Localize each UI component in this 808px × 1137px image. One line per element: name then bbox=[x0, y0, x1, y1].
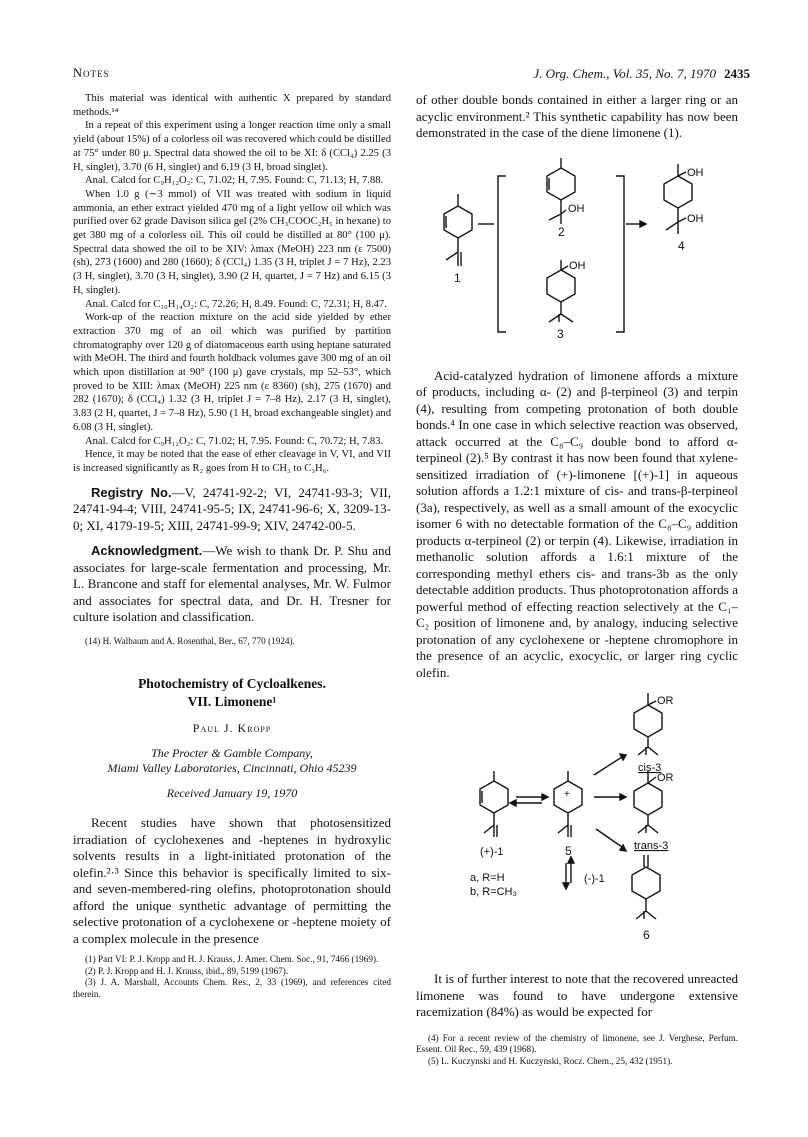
arrow-to-6 bbox=[596, 829, 622, 847]
oh-label: OH bbox=[568, 202, 585, 215]
label-3: 3 bbox=[557, 326, 564, 341]
left-column bbox=[73, 92, 391, 1000]
scheme-hydration bbox=[416, 154, 738, 354]
label-5: 5 bbox=[565, 844, 572, 858]
or-label: OR bbox=[657, 772, 674, 784]
body-paragraph: of other double bonds contained in either a larger ring or an acyclic environment.² This synthetic capability has now been demonstrated in the case of the diene limonene (1). bbox=[416, 92, 738, 140]
author: Paul J. Kropp bbox=[192, 721, 272, 736]
footnote-4: (4) For a recent review of the chemistry of limonene, see J. Verghese, Perfum. Essent. Oil Rec., 59, 439 (1968). bbox=[416, 1032, 738, 1054]
running-header-right bbox=[533, 66, 750, 82]
structure-plus-limonene bbox=[480, 771, 508, 858]
running-header-left: Notes bbox=[73, 66, 110, 80]
exp-paragraph: Work-up of the reaction mixture on the acid side yielded by ether extraction 370 mg of an oil which was purified by partition chromatography over 120 g of diatomaceous earth using heptane saturated with MeOH. The third and fourth holdback volumes gave 300 mg of an oil which upon distillation at 90° (100 μ) gave crystals, mp 52–53°, which proved to be XIII: λmax (MeOH) 225 nm (ε 8360) (sh), 275 (1670) and 282 (1670); δ (CCl₄) 1.32 (3 H, triplet J = 7–8 Hz), 2.17 (3 H, singlet), 3.83 (2 H, quartet, J = 7–8 Hz), 5.90 (1 H, broad exchangeable singlet) and 6.08 (3 H, singlet). bbox=[73, 312, 391, 433]
analysis-paragraph: Anal. Calcd for C₉H₁₂O₂: C, 71.02; H, 7.95. Found: C, 70.72; H, 7.83. bbox=[85, 435, 384, 447]
body-paragraph: Acid-catalyzed hydration of limonene affords a mixture of products, including α- (2) and β-terpineol (3) and terpin (4), resulting from competing protonation of both double bonds.⁴ In one case in which selective reaction was observed, attack occurred at the C₈–C₉ double bond to afford α-terpineol (2).⁵ By contrast it has now been found that xylene-sensitized irradiation of (+)-limonene [(+)-1] in aqueous solution affords a 1.2:1 mixture of cis- and trans-β-terpineol (3a), respectively, as well as a small amount of the exocyclic isomer 6 with no detectable formation of the C₈–C₉ addition products α-terpineol (2) or terpin (4). Likewise, irradiation in methanolic solution affords a 1.6:1 mixture of the corresponding methyl ethers cis- and trans-3b as the only detectable addition products. Thus photoprotonation affords a powerful method of effecting reaction selectively at the C₁–C₂ position of limonene and, by analogy, inducing selective protonation of any cyclohexene or -heptene chromophore in the presence of an acyclic, exocyclic, or larger ring cyclic olefin. bbox=[416, 367, 738, 680]
structure-beta-terpineol bbox=[547, 260, 586, 341]
plus-charge: + bbox=[564, 789, 570, 800]
oh-label: OH bbox=[687, 212, 704, 225]
intro-paragraph: Recent studies have shown that photosensitized irradiation of cyclohexenes and -heptenes in hydroxylic solvents results in a light-initiated protonation of the olefin.²·³ Since this behavior is specifically limited to six- and seven-membered-ring olefins, photoprotonation should afford the unique synthetic advantage of permitting the selective protonation of a cyclohexene or -heptene moiety of a complex molecule in the presence bbox=[73, 815, 391, 946]
journal-citation: J. Org. Chem., Vol. 35, No. 7, 1970 bbox=[533, 66, 716, 81]
article-subtitle: VII. Limonene¹ bbox=[187, 694, 277, 710]
article-header bbox=[73, 675, 391, 801]
exp-paragraph: When 1.0 g (∼3 mmol) of VII was treated with sodium in liquid ammonia, an ether extract yielded 470 mg of a light yellow oil which was purified over 62 grade Davison silica gel (2% CH₃COOC₂H₅ in hexane) to get 380 mg of a colorless oil. This oil could be distilled at 80° (100 μ). Spectral data showed the oil to be XIV: λmax (MeOH) 223 nm (ε 7500) (sh), 273 (1600) and 280 (1660); δ (CCl₄) 1.35 (3 H, triplet J = 7 Hz), 2.23 (3 H, singlet), 3.70 (3 H, singlet), 3.90 (2 H, quartet, J = 7 Hz) and 6.15 (3 H, singlet). bbox=[73, 188, 391, 296]
arrow-to-cis bbox=[594, 757, 622, 775]
footnote-2: (2) P. J. Kropp and H. J. Krauss, ibid., 89, 5199 (1967). bbox=[85, 965, 289, 976]
page-number: 2435 bbox=[724, 66, 750, 81]
ack-label: Acknowledgment. bbox=[91, 543, 203, 559]
analysis-paragraph: Anal. Calcd for C₁₀H₁₄O₂: C, 72.26; H, 8.49. Found: C, 72.31; H, 8.47. bbox=[85, 298, 387, 310]
label-1: 1 bbox=[454, 270, 461, 285]
scheme-photoprotonation bbox=[416, 689, 738, 967]
footnotes bbox=[73, 954, 391, 1000]
structure-limonene bbox=[444, 194, 472, 285]
structure-terpin bbox=[664, 164, 704, 253]
label-2: 2 bbox=[558, 224, 565, 239]
r-definition-b: b, R=CH₃ bbox=[470, 886, 517, 898]
right-column bbox=[416, 92, 738, 1067]
label-6: 6 bbox=[643, 928, 650, 942]
ack-text: —We wish to thank Dr. P. Shu and associates for large-scale fermentation and processing, Mr. L. Brancone and staff for elemental analyses, Mr. W. Fulmor and associates for spectral data, and Dr. H. Tresner for culture isolation and classification. bbox=[73, 543, 391, 625]
oh-label: OH bbox=[687, 166, 704, 179]
structure-cation-5 bbox=[554, 771, 582, 858]
label-4: 4 bbox=[678, 238, 685, 253]
footnote-1: (1) Part VI: P. J. Kropp and H. J. Krauss, J. Amer. Chem. Soc., 91, 7466 (1969). bbox=[85, 954, 379, 965]
label-minus-1: (-)-1 bbox=[584, 873, 605, 885]
acknowledgment bbox=[73, 543, 391, 626]
exp-paragraph: In a repeat of this experiment using a longer reaction time only a small yield (about 15%) of a colorless oil was recovered which could be distilled at 75° under 80 μ. Spectral data showed the oil to be XI: δ (CCl₄) 2.25 (3 H, singlet), 3.70 (6 H, singlet) and 6.19 (3 H, broad singlet). bbox=[73, 120, 391, 173]
footnotes bbox=[416, 1033, 738, 1068]
body-paragraph: It is of further interest to note that the recovered unreacted limonene was found to have undergone extensive racemization (84%) as would be expected for bbox=[416, 971, 738, 1019]
bracket-left bbox=[498, 176, 506, 332]
registry-text: —V, 24741-92-2; VI, 24741-93-3; VII, 24741-94-4; VIII, 24741-95-5; IX, 24741-96-6; X, 3209-13-0; XI, 4179-19-5; XIII, 24741-99-9; XIV, 24742-00-5. bbox=[73, 484, 392, 533]
label-cis-3: cis-3 bbox=[638, 762, 662, 774]
label-trans-3: trans-3 bbox=[634, 840, 669, 852]
r-definition-a: a, R=H bbox=[470, 872, 505, 884]
affiliation: The Procter & Gamble Company, bbox=[151, 746, 313, 761]
structure-cis-3 bbox=[634, 693, 674, 774]
footnote-5: (5) L. Kuczynski and H. Kuczynski, Rocz. Chem., 25, 432 (1951). bbox=[428, 1055, 673, 1066]
bracket-right bbox=[616, 176, 624, 332]
registry-numbers bbox=[73, 485, 391, 535]
affiliation-address: Miami Valley Laboratories, Cincinnati, Ohio 45239 bbox=[107, 761, 357, 776]
structure-6 bbox=[632, 855, 660, 942]
received-date: Received January 19, 1970 bbox=[166, 786, 298, 801]
label-plus-1: (+)-1 bbox=[480, 846, 504, 858]
article-title: Photochemistry of Cycloalkenes. bbox=[138, 676, 326, 692]
or-label: OR bbox=[657, 695, 674, 707]
analysis-paragraph: Anal. Calcd for C₉H₁₂O₂: C, 71.02; H, 7.95. Found: C, 71.13; H, 7.88. bbox=[85, 175, 384, 187]
registry-label: Registry No. bbox=[91, 484, 172, 500]
exp-paragraph: Hence, it may be noted that the ease of ether cleavage in V, VI, and VII is increased significantly as R₂ goes from H to CH₃ to C₃H₆. bbox=[73, 449, 391, 474]
structure-alpha-terpineol bbox=[547, 158, 585, 239]
exp-paragraph: This material was identical with authentic X prepared by standard methods.¹⁴ bbox=[73, 93, 391, 118]
structure-trans-3 bbox=[634, 771, 674, 852]
oh-label: OH bbox=[569, 259, 586, 272]
footnote-3: (3) J. A. Marshall, Accounts Chem. Res., 2, 33 (1969), and references cited therein. bbox=[73, 977, 391, 999]
footnote-14: (14) H. Walbaum and A. Rosenthal, Ber., 67, 770 (1924). bbox=[85, 635, 295, 646]
